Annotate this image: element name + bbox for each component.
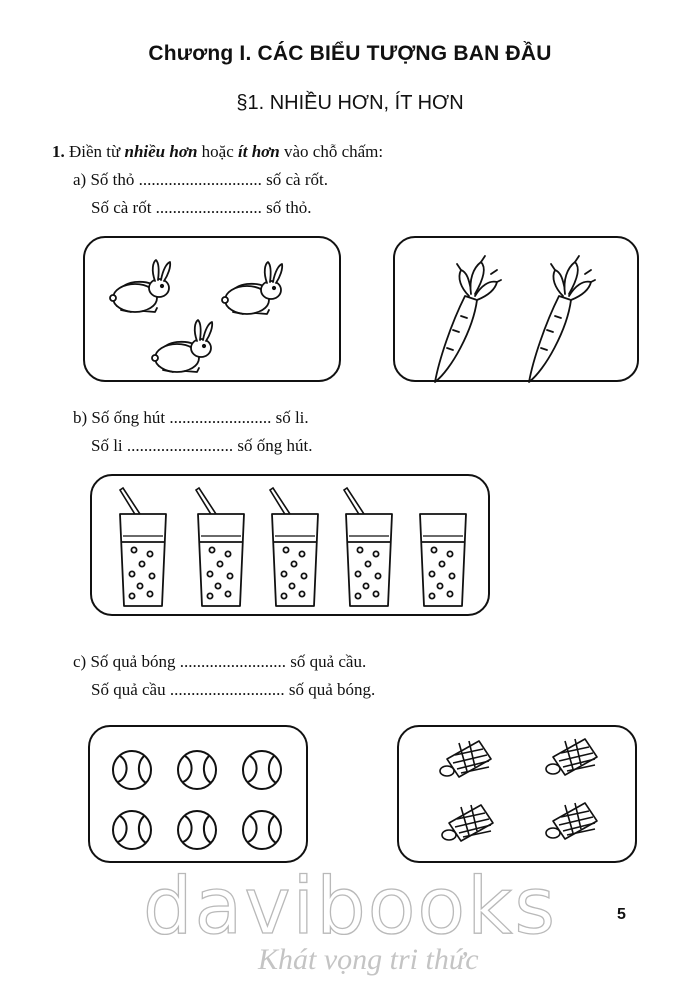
rabbit-3 — [152, 320, 212, 372]
ball-1 — [113, 751, 151, 789]
chapter-title: Chương I. CÁC BIỂU TƯỢNG BAN ĐẦU — [148, 42, 552, 65]
glasses-illustration — [92, 476, 492, 618]
instruction-mid: hoặc — [201, 142, 234, 161]
shuttlecocks-illustration — [399, 727, 639, 865]
glass-5 — [420, 514, 466, 606]
part-c-line-2: Số quả cầu ........................... số quả bóng. — [91, 680, 376, 699]
glass-4 — [344, 488, 392, 606]
shuttlecocks-box — [397, 725, 637, 863]
glass-2 — [196, 488, 244, 606]
part-a-line-1: a) Số thỏ ............................. số cà rốt. — [73, 170, 328, 189]
carrots-box — [393, 236, 639, 382]
ball-4 — [113, 811, 151, 849]
watermark-slogan: Khát vọng tri thức — [258, 943, 479, 976]
shuttlecock-3 — [442, 805, 493, 841]
balls-box — [88, 725, 308, 863]
rabbits-box — [83, 236, 341, 382]
shuttlecock-1 — [440, 741, 491, 777]
shuttlecock-2 — [546, 739, 597, 775]
ball-3 — [243, 751, 281, 789]
part-b-line-2: Số li ......................... số ống hút. — [91, 436, 313, 455]
page-number: 5 — [617, 906, 626, 923]
part-c-line-1: c) Số quả bóng ......................... số quả cầu. — [73, 652, 367, 671]
shuttlecock-4 — [546, 803, 597, 839]
exercise-number: 1. — [52, 142, 65, 161]
instruction-post: vào chỗ chấm: — [283, 142, 384, 161]
carrots-illustration — [395, 238, 641, 384]
part-b-line-1: b) Số ống hút ........................ số li. — [73, 408, 309, 427]
instruction-pre: Điền từ — [69, 142, 121, 161]
word-less: ít hơn — [238, 142, 280, 161]
section-title: §1. NHIỀU HƠN, ÍT HƠN — [236, 92, 464, 114]
ball-6 — [243, 811, 281, 849]
exercise-instruction — [52, 142, 383, 162]
rabbit-1 — [110, 260, 170, 312]
rabbits-illustration — [85, 238, 343, 384]
ball-5 — [178, 811, 216, 849]
glass-1 — [120, 488, 166, 606]
part-a-line-2: Số cà rốt ......................... số thỏ. — [91, 198, 312, 217]
carrot-1 — [435, 256, 501, 382]
watermark-logo: davibooks — [143, 862, 557, 952]
word-more: nhiều hơn — [124, 142, 198, 161]
glasses-box — [90, 474, 490, 616]
glass-3 — [270, 488, 318, 606]
rabbit-2 — [222, 262, 282, 314]
ball-2 — [178, 751, 216, 789]
carrot-2 — [529, 256, 595, 382]
balls-illustration — [90, 727, 310, 865]
